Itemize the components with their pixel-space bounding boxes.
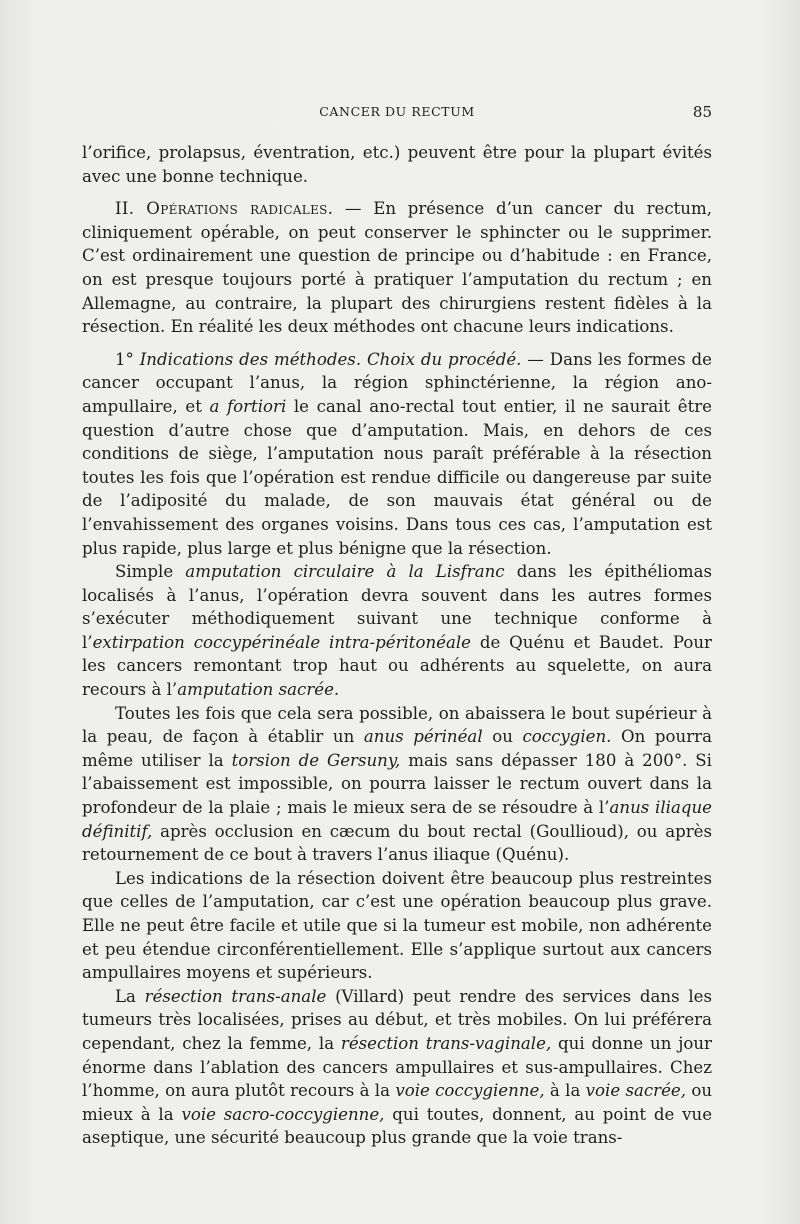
italic-term: extirpation coccypérinéale intra-péritonéale [92, 632, 471, 652]
body-text [82, 141, 712, 1150]
paragraph-text: à la [544, 1081, 586, 1101]
italic-term: amputation circulaire à la Lisfranc [185, 562, 505, 582]
italic-term: coccygien. [522, 727, 612, 747]
paragraph-text: après occlusion en cæcum du bout rectal (Goullioud), ou après retournement de ce bout à travers l’anus iliaque (Quénu). [82, 821, 712, 865]
paragraph-text: ou mieux à la [82, 1081, 713, 1124]
paragraph-indications [82, 348, 712, 560]
paragraph-amputation-circulaire [82, 560, 712, 702]
paragraph-text: l’orifice, prolapsus, éventration, etc.) peuvent être pour la plupart évités avec une bonne technique. [82, 143, 712, 186]
paragraph-text: dans les épithéliomas localisés à l’anus, l’opération devra souvent dans les autres formes s’exécuter méthodiquement suivant une technique conforme à l’ [82, 562, 713, 652]
running-head: CANCER DU RECTUM [319, 104, 475, 119]
paragraph-text: qui donne un jour énorme dans l’ablation des cancers ampullaires et sus-ampullaires. Chez l’homme, on aura plutôt recours à la [82, 1033, 712, 1101]
paragraph-text: Toutes les fois que cela sera possible, on abaissera le bout supérieur à la peau, de façon à établir un [82, 703, 712, 747]
paragraph-text: Simple [115, 562, 186, 582]
paragraph-text: Les indications de la résection doivent être beaucoup plus restreintes que celles de l’amputation, car c’est une opération beaucoup plus grave. Elle ne peut être facile et utile que si la tumeur est mobile, non adhérente et peu étendue circonférentiellement. Elle s’applique surtout aux cancers ampullaires moyens et supérieurs. [82, 868, 712, 983]
italic-term: anus iliaque définitif, [82, 798, 712, 841]
italic-term: a fortiori [209, 396, 287, 416]
italic-term: voie coccygienne, [395, 1081, 545, 1101]
paragraph-text: le canal ano-rectal tout entier, il ne saurait être question d’autre chose que d’amputation. Mais, en dehors de ces conditions de siège, l’amputation nous paraît préférable à la résection toutes les fois que l’opération est rendue difficile ou dangereuse par suite de l’adiposité du malade, de son mauvais état général ou de l’envahissement des organes voisins. Dans tous ces cas, l’amputation est plus rapide, plus large et plus bénigne que la résection. [82, 396, 712, 558]
italic-term: résection trans-anale [144, 986, 327, 1006]
italic-term: amputation sacrée. [177, 680, 340, 700]
paragraph-text: La [115, 986, 145, 1006]
paragraph-text: — Dans les formes de cancer occupant l’anus, la région sphinctérienne, la région ano-ampullaire, et [82, 349, 713, 416]
paragraph-text: qui toutes, donnent, au point de vue aseptique, une sécurité beaucoup plus grande que la voie trans- [82, 1104, 713, 1148]
subsection-number: 1° [115, 349, 140, 369]
paragraph-text: mais sans dépasser 180 à 200°. Si l’abaissement est impossible, on pourra laisser le rectum ouvert dans la profondeur de la plaie ; mais le mieux sera de se résoudre à l’ [82, 750, 712, 818]
italic-term: torsion de Gersuny, [231, 750, 401, 770]
italic-term: voie sacro-coccygienne, [181, 1104, 385, 1124]
paragraph-text: de Quénu et Baudet. Pour les cancers remontant trop haut ou adhérents au squelette, on aura recours à l’ [82, 632, 712, 700]
paragraph-operations-radicales [82, 197, 712, 339]
italic-term: anus périnéal [363, 727, 483, 747]
subsection-heading: Indications des méthodes. Choix du procédé. [139, 349, 522, 369]
paragraph-anus-perineal [82, 702, 712, 867]
italic-term: résection trans-vaginale, [340, 1033, 552, 1053]
italic-term: voie sacrée, [585, 1081, 687, 1101]
paragraph-continuation [82, 141, 712, 188]
page-header [82, 104, 712, 126]
page-number: 85 [692, 103, 712, 121]
paragraph-text: On pourra même utiliser la [82, 727, 712, 770]
paragraph-text: ou [482, 727, 523, 747]
paragraph-indications-resection [82, 867, 712, 985]
paragraph-text: — En présence d’un cancer du rectum, cliniquement opérable, on peut conserver le sphincter ou le supprimer. C’est ordinairement une question de principe ou d’habitude : en France, on est presque toujours porté à pratiquer l’amputation du rectum ; en Allemagne, au contraire, la plupart des chirurgiens restent fidèles à la résection. En réalité les deux méthodes ont chacune leurs indications. [82, 199, 712, 337]
paragraph-text: (Villard) peut rendre des services dans les tumeurs très localisées, prises au début, et très mobiles. On lui préférera cependant, chez la femme, la [82, 986, 713, 1053]
section-heading: II. Opérations radicales. [115, 199, 334, 219]
paragraph-resection-trans-anale [82, 985, 712, 1150]
